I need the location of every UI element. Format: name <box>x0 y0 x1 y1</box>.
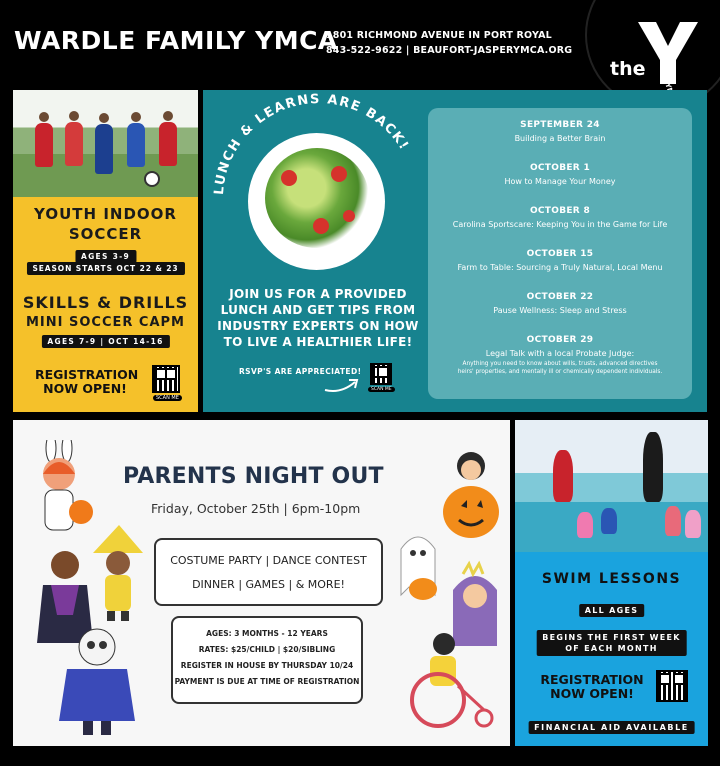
mini-camp-title: MINI SOCCER CAPM <box>26 315 185 330</box>
parents-night-panel <box>13 420 510 746</box>
event-topic: Carolina Sportscare: Keeping You in the Game for Life <box>452 220 668 229</box>
wheelchair-kid-illustration <box>398 630 498 730</box>
all-ages-badge: ALL AGES <box>579 604 645 617</box>
instructor-figure <box>643 432 663 502</box>
schedule-item <box>428 335 692 376</box>
child-figure <box>601 508 617 534</box>
soccer-registration-text <box>35 367 139 396</box>
event-topic: Pause Wellness: Sleep and Stress <box>493 306 627 315</box>
swim-title: SWIM LESSONS <box>541 571 682 587</box>
now-open-label: NOW OPEN! <box>43 381 127 396</box>
event-detail: heirs' properties, and mentally ill or chemically dependent individuals. <box>457 369 663 375</box>
lunch-description: JOIN US FOR A PROVIDED LUNCH AND GET TIPS FROM INDUSTRY EXPERTS ON HOW TO LIVE A HEALTHIER LIFE! <box>217 287 419 349</box>
contact-info <box>326 28 572 58</box>
swim-registration-text <box>537 673 647 701</box>
soccer-photo <box>13 90 198 197</box>
arrow-icon <box>323 374 363 394</box>
soccer-ball-icon <box>144 171 160 187</box>
lunch-qr-code[interactable] <box>370 363 392 385</box>
event-topic: Farm to Table: Sourcing a Truly Natural, Local Menu <box>457 263 663 272</box>
soccer-player <box>65 122 83 166</box>
ages-line: AGES: 3 MONTHS - 12 YEARS <box>206 629 328 638</box>
page-title: WARDLE FAMILY YMCA <box>14 26 338 55</box>
soccer-player <box>35 123 53 167</box>
event-topic: How to Manage Your Money <box>504 177 616 186</box>
soccer-player <box>127 123 145 167</box>
event-date: OCTOBER 15 <box>526 249 594 259</box>
parents-night-date: Friday, October 25th | 6pm-10pm <box>151 501 361 516</box>
child-figure <box>665 506 681 536</box>
scan-me-label: SCAN ME <box>153 395 182 401</box>
parents-night-title: PARENTS NIGHT OUT <box>123 464 384 489</box>
activities-line: DINNER | GAMES | & MORE! <box>192 578 345 591</box>
youth-soccer-panel <box>13 90 198 412</box>
activities-line: COSTUME PARTY | DANCE CONTEST <box>170 554 367 567</box>
skills-title: SKILLS & DRILLS <box>22 293 189 312</box>
ages-badge: AGES 3-9 <box>75 250 136 263</box>
schedule-item <box>428 249 692 272</box>
schedule-item <box>428 206 692 229</box>
phone-website-line: 843-522-9622 | BEAUFORT-JASPERYMCA.ORG <box>326 45 573 56</box>
event-date: OCTOBER 1 <box>529 163 591 173</box>
event-date: OCTOBER 22 <box>526 292 594 302</box>
details-box <box>171 616 363 704</box>
event-topic: Legal Talk with a local Probate Judge: <box>485 349 635 358</box>
activities-box <box>154 538 383 606</box>
skeleton-costume-kid-illustration <box>53 625 143 740</box>
child-figure <box>685 510 701 538</box>
begins-badge <box>536 630 687 656</box>
ghost-costume-kid-illustration <box>393 525 443 605</box>
begins-line: BEGINS THE FIRST WEEK <box>542 633 681 642</box>
instructor-figure <box>553 450 573 502</box>
schedule-item <box>428 120 692 143</box>
tomato-icon <box>331 166 347 182</box>
ymca-y-icon <box>636 20 700 86</box>
begins-line: OF EACH MONTH <box>565 644 658 653</box>
registration-label: REGISTRATION <box>540 672 644 687</box>
payment-line: PAYMENT IS DUE AT TIME OF REGISTRATION <box>174 677 360 686</box>
registration-label: REGISTRATION <box>35 367 139 382</box>
camp-dates-badge: AGES 7-9 | OCT 14-16 <box>41 335 169 348</box>
event-detail: Anything you need to know about wills, trusts, advanced directives <box>462 361 658 367</box>
event-date: OCTOBER 29 <box>526 335 594 345</box>
event-topic: Building a Better Brain <box>514 134 606 143</box>
rsvp-text: RSVP'S ARE APPRECIATED! <box>239 367 362 376</box>
child-figure <box>577 512 593 538</box>
schedule-item <box>428 163 692 186</box>
pumpkin-costume-kid-illustration <box>435 448 507 558</box>
lunch-learn-panel <box>203 90 707 412</box>
event-date: SEPTEMBER 24 <box>520 120 600 130</box>
soccer-player <box>95 124 113 174</box>
event-date: OCTOBER 8 <box>529 206 591 216</box>
witch-costume-kid-illustration <box>83 525 153 625</box>
address-line: 1801 RICHMOND AVENUE IN PORT ROYAL <box>326 30 552 41</box>
swim-photo <box>515 420 708 552</box>
now-open-label: NOW OPEN! <box>550 686 634 701</box>
logo-word: the <box>610 58 646 80</box>
soccer-title-2: SOCCER <box>68 225 143 243</box>
swim-qr-code[interactable] <box>656 670 688 702</box>
tomato-icon <box>313 218 329 234</box>
financial-aid-badge: FINANCIAL AID AVAILABLE <box>528 721 695 734</box>
schedule-box <box>428 108 692 399</box>
tomato-icon <box>343 210 355 222</box>
register-by-line: REGISTER IN HOUSE BY THURSDAY 10/24 <box>180 661 354 670</box>
soccer-player <box>159 122 177 166</box>
season-badge: SEASON STARTS OCT 22 & 23 <box>26 262 184 275</box>
swim-lessons-panel <box>515 420 708 746</box>
scan-me-label: SCAN ME <box>368 387 395 392</box>
schedule-item <box>428 292 692 315</box>
lunch-banner-text: LUNCH & LEARNS ARE BACK! <box>211 91 412 196</box>
rates-line: RATES: $25/CHILD | $20/SIBLING <box>198 645 336 654</box>
tomato-icon <box>281 170 297 186</box>
soccer-title-1: YOUTH INDOOR <box>34 205 177 223</box>
soccer-qr-code[interactable] <box>152 365 180 393</box>
